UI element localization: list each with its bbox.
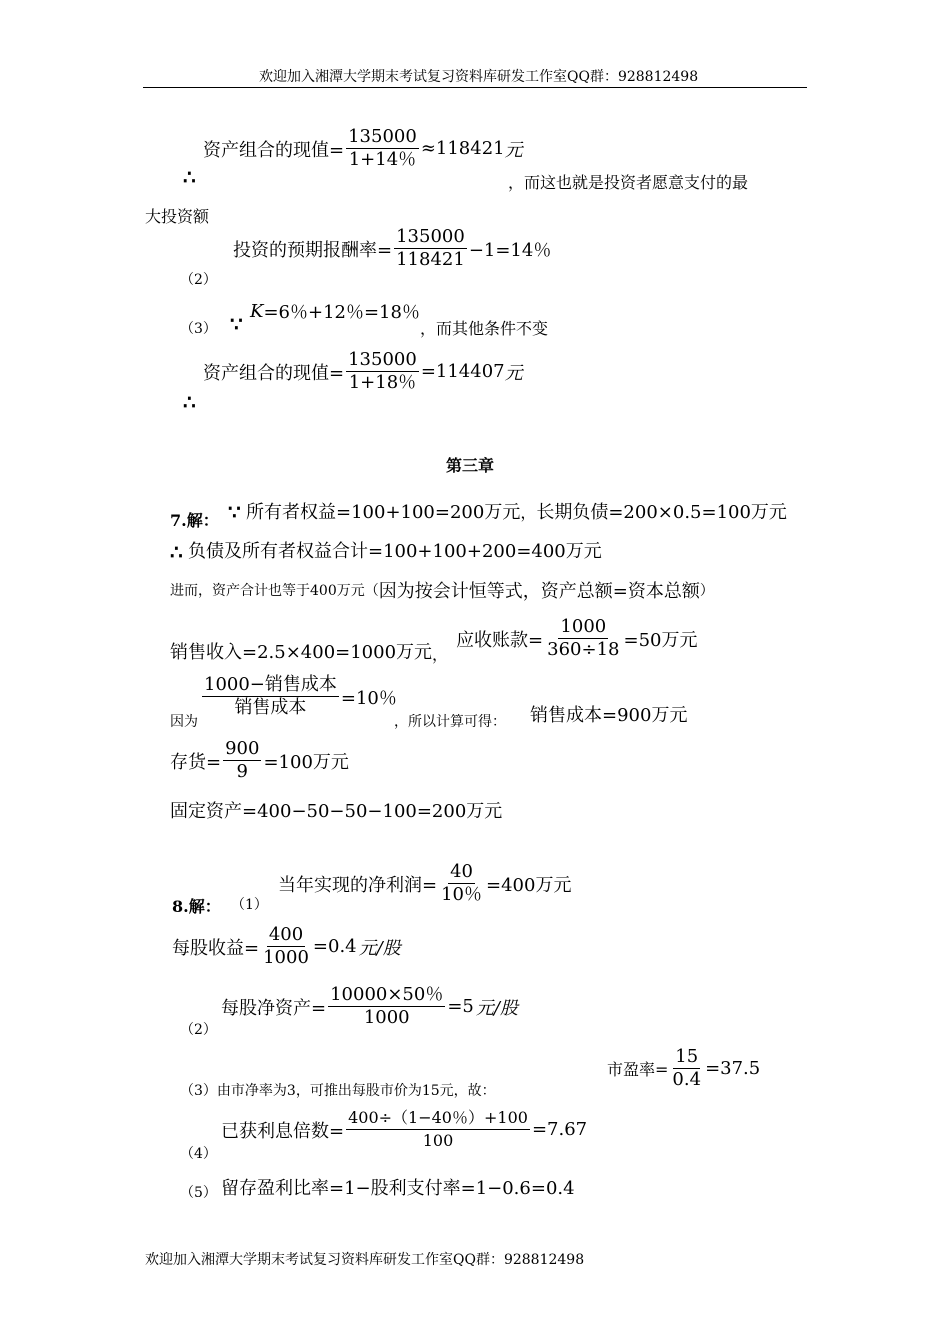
q8-equation-nav-per-share: 每股净资产= $\frac{10000\times 50\%}{1000}$ =5 元/股	[221, 984, 518, 1028]
q8-equation-pe-ratio: 市盈率= $\frac{15}{0.4}$ =37.5	[607, 1046, 761, 1090]
item-2-label: （2）	[180, 272, 217, 288]
therefore-symbol-2: ∴	[183, 390, 196, 414]
q7-therefore-symbol: ∴	[170, 540, 183, 564]
q8-equation-eps: 每股收益= $\frac{400}{1000}$ =0.4 元/股	[172, 924, 401, 968]
equation-portfolio-value-1: 资产组合的现值= $\frac{135000}{1+14\%}$ ≈118421 元	[203, 126, 523, 170]
q7-equation-cost-ratio: $\frac{\text{1000−销售成本}}{\text{销售成本}}$ =10％	[204, 674, 397, 718]
q8-equation-net-profit: 当年实现的净利润= $\frac{40}{10\%}$ =400万元	[278, 861, 572, 905]
q7-equation-cost-result: 销售成本=900万元	[530, 705, 688, 726]
q7-equation-equity: 所有者权益=100+100=200万元 ， 长期负债=200×0.5=100万元	[246, 502, 787, 523]
item-3-label: （3）	[180, 321, 217, 337]
text-max-investment-cont: 大投资额	[145, 207, 210, 226]
equation-k: K =6％+12％=18％	[250, 300, 420, 323]
page-header: 欢迎加入湘潭大学期末考试复习资料库研发工作室QQ群：928812498	[259, 69, 699, 85]
q8-label: 8.解：	[172, 897, 221, 916]
therefore-symbol: ∴	[183, 165, 196, 189]
header-rule	[143, 87, 807, 88]
q7-because-symbol: ∵	[228, 500, 241, 524]
q8-item-4-label: （4）	[180, 1146, 217, 1162]
q8-item-1-label: （1）	[231, 897, 268, 913]
text-max-investment: ，而这也就是投资者愿意支付的最	[508, 173, 749, 192]
text-other-conditions: ，而其他条件不变	[420, 319, 549, 338]
equation-expected-return: 投资的预期报酬率= $\frac{135000}{118421}$ −1=14％	[233, 226, 552, 270]
q7-line-sales: 销售收入=2.5×400=1000万元 ， 应收账款= $\frac{1000}{360\div 18}$ =50万元	[170, 616, 698, 664]
q7-equation-inventory: 存货= $\frac{900}{9}$ =100万元	[170, 738, 349, 782]
q7-label: 7.解：	[170, 511, 219, 530]
chapter-title: 第三章	[446, 456, 495, 475]
q8-item-2-label: （2）	[180, 1022, 217, 1038]
because-symbol: ∵	[230, 312, 243, 336]
q7-because-text: 因为	[170, 714, 198, 730]
q8-equation-retention-ratio: 留存盈利比率=1−股利支付率=1−0.6=0.4	[221, 1178, 575, 1199]
q8-item-5-label: （5）	[180, 1185, 217, 1201]
q7-so-text: ，所以计算可得：	[394, 714, 506, 730]
q8-item-3-text: （3）由市净率为3，可推出每股市价为15元，故：	[180, 1083, 496, 1099]
page-footer: 欢迎加入湘潭大学期末考试复习资料库研发工作室QQ群：928812498	[145, 1252, 585, 1268]
q7-line-total-assets: 进而，资产合计也等于400万元（ 因为按会计恒等式，资产总额=资本总额 ）	[170, 581, 714, 602]
q7-equation-total-liabilities-equity: 负债及所有者权益合计=100+100+200=400万元	[188, 541, 602, 562]
equation-portfolio-value-2: 资产组合的现值= $\frac{135000}{1+18\%}$ =114407 元	[203, 349, 523, 393]
q7-equation-fixed-assets: 固定资产=400−50−50−100=200万元	[170, 801, 503, 822]
q8-equation-interest-coverage: 已获利息倍数= $\frac{400\div(1-40\%)+100}{100}$ =7.67	[221, 1108, 588, 1150]
